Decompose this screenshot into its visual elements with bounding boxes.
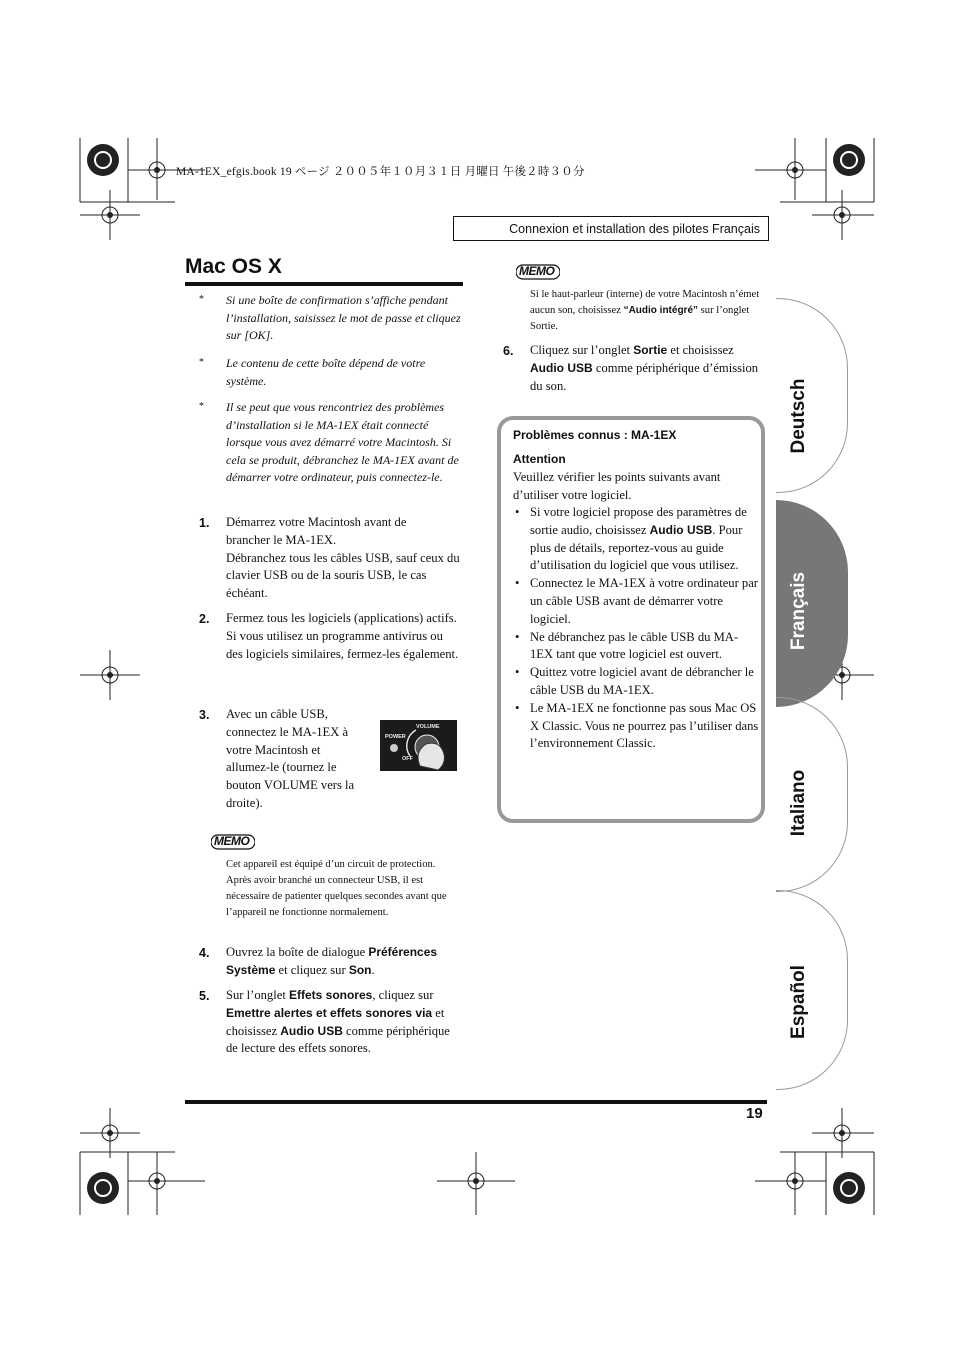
volume-knob-illustration [380,720,457,771]
list-item-text: . Pour plus de détails, reportez-vous au guide d’utilisation du logiciel que vous utilisez. [530,522,743,573]
step-6-mid: et choisissez [667,343,734,357]
tab-label-espanol: Español [788,965,809,1039]
list-item [513,700,759,753]
tab-label-deutsch: Deutsch [788,378,809,454]
list-item-text: Connectez le MA-1EX à votre ordinateur par un câble USB avant de démarrer votre logiciel. [530,576,758,626]
step-6-pre: Cliquez sur l’onglet [530,343,634,357]
list-item [513,664,759,700]
off-label: OFF [402,756,413,762]
step-5-post: comme périphérique de lecture des effets sonores. [226,1023,450,1056]
memo-right-post: sur l’onglet Sortie. [530,305,750,332]
step-1 [226,514,462,603]
step-number: 3. [199,708,210,722]
step-4-bold-1: Préférences Système [226,945,438,977]
step-3-text: Avec un câble USB, connectez le MA-1EX à votre Macintosh et allumez-le (tournez le bouton VOLUME vers la droite). [226,707,355,810]
step-4-post: . [371,962,375,977]
step-number: 6. [503,344,514,358]
step-1-text: Démarrez votre Macintosh avant de brancher le MA-1EX. [226,515,407,547]
known-issues-intro: Veuillez vérifier les points suivants avant d’utiliser votre logiciel. [513,470,721,502]
memo-label: MEMO [519,264,555,278]
list-item [513,504,759,575]
note-1: Si une boîte de confirmation s’affiche pendant l’installation, saisissez le mot de passe et cliquez sur [OK]. [226,293,461,343]
note-marker: * [199,294,204,305]
step-number: 5. [199,989,210,1003]
step-6 [530,342,765,395]
memo-right-pre: Si le haut-parleur (interne) de votre Macintosh n’émet aucun son, choisissez [530,289,760,316]
note-2: Le contenu de cette boîte dépend de votre système. [226,356,426,388]
step-2-detail: Si vous utilisez un programme antivirus ou des logiciels similaires, fermez-les également. [226,628,459,661]
attention-heading: Attention [513,452,566,466]
list-item [513,575,759,628]
step-4-bold-2: Son [348,962,372,977]
running-header: Connexion et installation des pilotes Français [453,216,769,241]
step-1-detail: Débranchez tous les câbles USB, sauf ceux du clavier USB ou de la souris USB, le cas échéant. [226,550,460,601]
tab-label-italiano: Italiano [788,769,809,837]
step-5-mid-2: et choisissez [226,1005,445,1038]
step-number: 4. [199,946,210,960]
memo-right-text [530,287,765,335]
note-marker: * [199,357,204,368]
list-item-bold: Audio USB [649,522,713,537]
note-3: Il se peut que vous rencontriez des problèmes d’installation si le MA-1EX était connecté lorsque vous avez démarré votre Macintosh. Si cela se produit, débranchez le MA-1EX avant de démarrer votre ordinateur, puis connectez-le. [226,400,459,485]
step-4-mid: et cliquez sur [275,962,349,977]
step-5-mid: , cliquez sur [372,988,434,1002]
step-5-bold-2: Emettre alertes et effets sonores via [226,1005,433,1020]
step-5-pre: Sur l’onglet [226,988,289,1002]
power-label: POWER [385,734,406,740]
known-issues-title: Problèmes connus : MA-1EX [513,428,677,442]
step-5-bold-3: Audio USB [280,1023,343,1038]
list-item-text: Ne débranchez pas le câble USB du MA-1EX tant que votre logiciel est ouvert. [530,629,739,662]
step-6-post: comme périphérique d’émission du son. [530,360,759,393]
step-2-text: Fermez tous les logiciels (applications) actifs. [226,611,457,625]
volume-label: VOLUME [416,724,440,730]
memo-label: MEMO [214,834,250,848]
footer-rule [185,1100,767,1104]
section-title: Mac OS X [185,255,282,278]
step-6-bold-2: Audio USB [530,360,593,375]
title-underline [185,282,463,286]
step-6-bold-1: Sortie [633,343,668,357]
known-issues-list [513,504,759,753]
step-number: 1. [199,516,210,530]
note-marker: * [199,401,204,412]
tab-label-francais: Français [788,571,809,651]
step-4-pre: Ouvrez la boîte de dialogue [226,945,369,959]
step-2 [226,610,462,663]
list-item [513,629,759,665]
memo-right-bold: “Audio intégré” [623,305,699,316]
page-number: 19 [746,1105,763,1122]
print-header-line: MA-1EX_efgis.book 19 ページ ２００５年１０月３１日 月曜日 午後２時３０分 [176,166,585,178]
list-item-text: Si votre logiciel propose des paramètres de sortie audio, choisissez [530,505,747,537]
step-number: 2. [199,612,210,626]
list-item-text: Quittez votre logiciel avant de débrancher le câble USB du MA-1EX. [530,665,754,697]
step-5-bold-1: Effets sonores [288,988,373,1002]
memo-left-text: Cet appareil est équipé d’un circuit de protection. Après avoir branché un connecteur USB, il est nécessaire de patienter quelques secondes avant que l’appareil ne fonctionne normalement. [226,859,447,918]
memo-icon [211,834,255,850]
list-item-text: Le MA-1EX ne fonctionne pas sous Mac OS X Classic. Vous ne pourrez pas l’utiliser dans l’environnement Classic. [530,700,759,751]
memo-icon [516,264,560,280]
step-4 [226,944,464,980]
step-5 [226,987,464,1058]
